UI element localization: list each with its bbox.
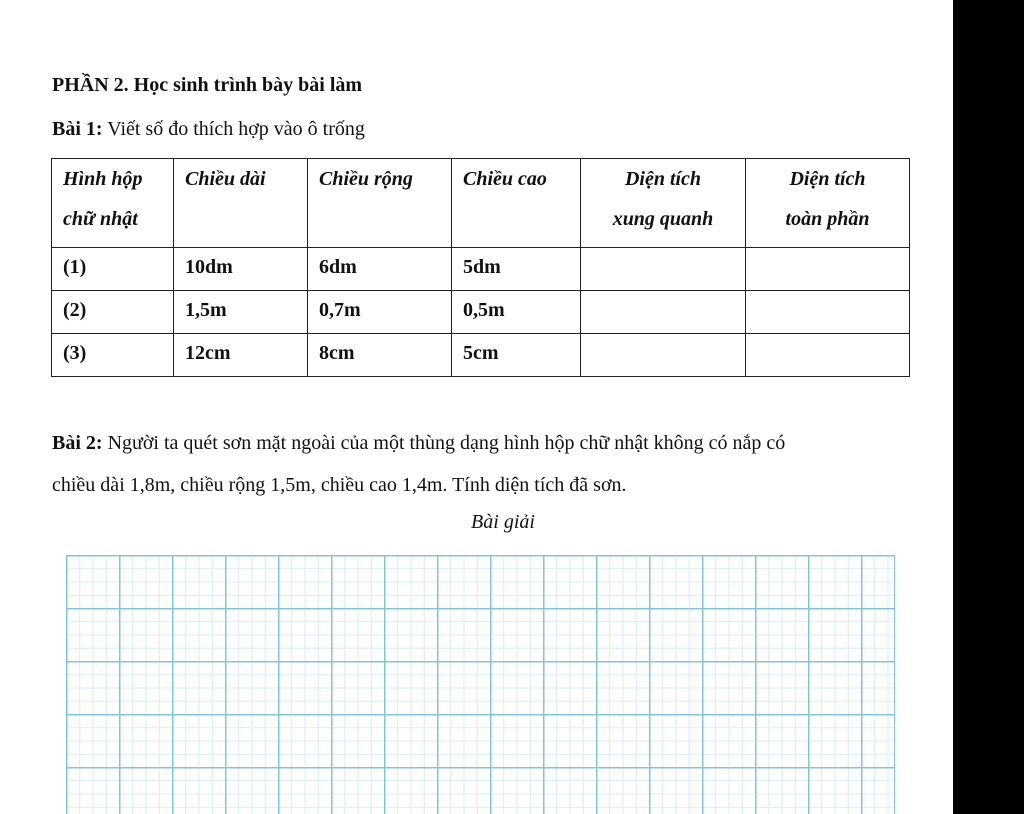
- table-row: [52, 291, 910, 334]
- lateral-area-answer-cell[interactable]: [581, 248, 746, 291]
- exercise-2-label: Bài 2:: [52, 432, 103, 454]
- exercise-2-line-1: Người ta quét sơn mặt ngoài của một thùng dạng hình hộp chữ nhật không có nắp có: [107, 432, 786, 454]
- lateral-area-answer-cell[interactable]: [581, 334, 746, 377]
- height-cell: 5cm: [452, 334, 581, 377]
- header-height: Chiều cao: [452, 159, 581, 248]
- total-area-answer-cell[interactable]: [746, 334, 910, 377]
- length-cell: 12cm: [174, 334, 308, 377]
- table-header-row: [52, 159, 910, 248]
- header-lateral-area: Diện tích xung quanh: [581, 159, 746, 248]
- table-row: [52, 334, 910, 377]
- row-label: (1): [52, 248, 174, 291]
- width-cell: 0,7m: [308, 291, 452, 334]
- header-total-area: Diện tích toàn phần: [746, 159, 910, 248]
- solution-title: Bài giải: [471, 511, 535, 533]
- exercise-2-line-2: chiều dài 1,8m, chiều rộng 1,5m, chiều cao 1,4m. Tính diện tích đã sơn.: [52, 474, 627, 496]
- table-row: [52, 248, 910, 291]
- exercise-1-instruction: Viết số đo thích hợp vào ô trống: [107, 118, 365, 140]
- exercise-1-heading: [52, 118, 365, 141]
- exercise-1-table: [51, 158, 910, 377]
- row-label: (2): [52, 291, 174, 334]
- header-length: Chiều dài: [174, 159, 308, 248]
- grid-paper-answer-area[interactable]: [66, 555, 895, 814]
- lateral-area-answer-cell[interactable]: [581, 291, 746, 334]
- exercise-2-text: [52, 422, 953, 506]
- height-cell: 5dm: [452, 248, 581, 291]
- width-cell: 8cm: [308, 334, 452, 377]
- header-box: Hình hộp chữ nhật: [52, 159, 174, 248]
- length-cell: 10dm: [174, 248, 308, 291]
- width-cell: 6dm: [308, 248, 452, 291]
- height-cell: 0,5m: [452, 291, 581, 334]
- section-title: PHẦN 2. Học sinh trình bày bài làm: [52, 74, 363, 96]
- row-label: (3): [52, 334, 174, 377]
- length-cell: 1,5m: [174, 291, 308, 334]
- header-width: Chiều rộng: [308, 159, 452, 248]
- total-area-answer-cell[interactable]: [746, 248, 910, 291]
- screen-edge-bar: [953, 0, 1024, 814]
- total-area-answer-cell[interactable]: [746, 291, 910, 334]
- exercise-1-label: Bài 1:: [52, 118, 103, 140]
